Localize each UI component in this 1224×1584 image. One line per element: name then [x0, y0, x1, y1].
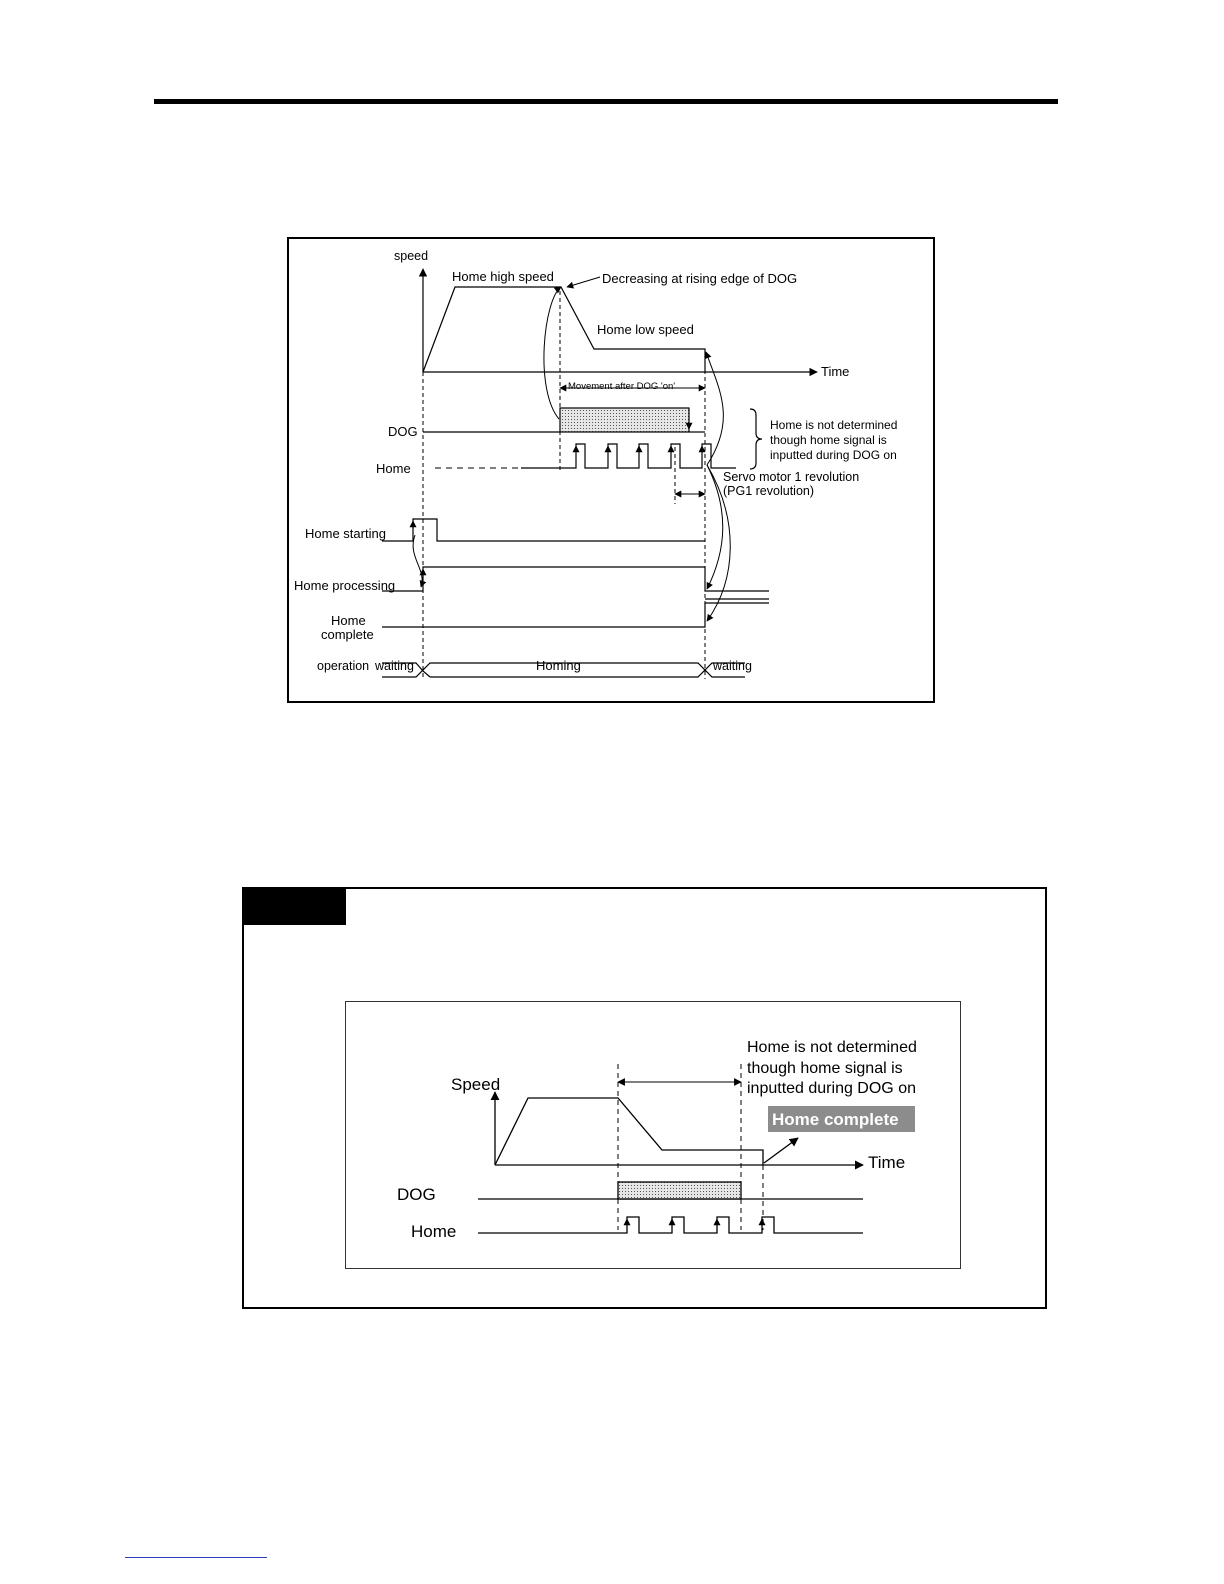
servo-label-line-1: Servo motor 1 revolution [723, 470, 860, 484]
home-complete-badge-text: Home complete [772, 1110, 899, 1129]
time-axis-label: Time [821, 364, 850, 379]
dog-home-example-diagram [345, 1001, 961, 1269]
operation-label: operation [317, 659, 370, 673]
home-to-processing-pointer [707, 465, 723, 589]
note-line-2: though home signal is [770, 433, 887, 447]
note-box [242, 887, 1047, 1309]
home-complete-label-line-2: complete [321, 627, 374, 642]
homing-timing-diagram [287, 237, 935, 703]
home-processing-label: Home processing [294, 578, 396, 593]
start-to-processing-pointer [413, 535, 422, 587]
home-complete-pointer [764, 1138, 798, 1163]
home-starting-label: Home starting [305, 526, 386, 541]
homing-state-label: Homing [536, 658, 581, 673]
dog-on-region [560, 408, 689, 432]
time-axis-label-2: Time [868, 1153, 906, 1172]
speed-axis-label-2: Speed [451, 1075, 501, 1094]
homing-timing-diagram-svg [289, 239, 933, 701]
dog-on-region-2 [618, 1182, 741, 1199]
header-rule [154, 99, 1058, 104]
decreasing-label: Decreasing at rising edge of DOG [602, 271, 798, 286]
home-pulses-2 [478, 1217, 863, 1233]
home-complete-label-line-1: Home [331, 613, 366, 628]
home-processing-signal [382, 567, 769, 591]
note-line-3: inputted during DOG on [770, 448, 897, 462]
note2-line-1: Home is not determined [747, 1039, 917, 1056]
note2-line-2: though home signal is [747, 1060, 903, 1077]
dog-home-example-svg [346, 1002, 959, 1267]
home-signal-pulses [521, 444, 736, 468]
home-label-2: Home [411, 1222, 457, 1241]
dog-signal-label: DOG [388, 424, 418, 439]
servo-label-line-2: (PG1 revolution) [723, 484, 815, 498]
dog-to-decel-pointer [544, 287, 561, 419]
speed-axis-label: speed [394, 249, 429, 263]
note-line-1: Home is not determined [770, 418, 898, 432]
waiting-label-1: waiting [375, 659, 414, 673]
note2-line-3: inputted during DOG on [747, 1080, 916, 1097]
note-tab [244, 889, 346, 925]
decreasing-pointer [567, 277, 600, 287]
note-brace [750, 409, 762, 469]
home-signal-label: Home [376, 461, 411, 476]
waiting-label-2: waiting [713, 659, 752, 673]
speed-profile-2 [495, 1098, 763, 1165]
dog-label-2: DOG [397, 1185, 436, 1204]
home-low-speed-label: Home low speed [597, 322, 694, 337]
home-to-stop-pointer [706, 352, 723, 465]
home-high-speed-label: Home high speed [452, 269, 554, 284]
footer-rule [125, 1557, 267, 1558]
home-starting-signal [382, 519, 705, 541]
movement-label: Movement after DOG 'on' [568, 381, 676, 392]
state-homing-lower [430, 663, 745, 677]
